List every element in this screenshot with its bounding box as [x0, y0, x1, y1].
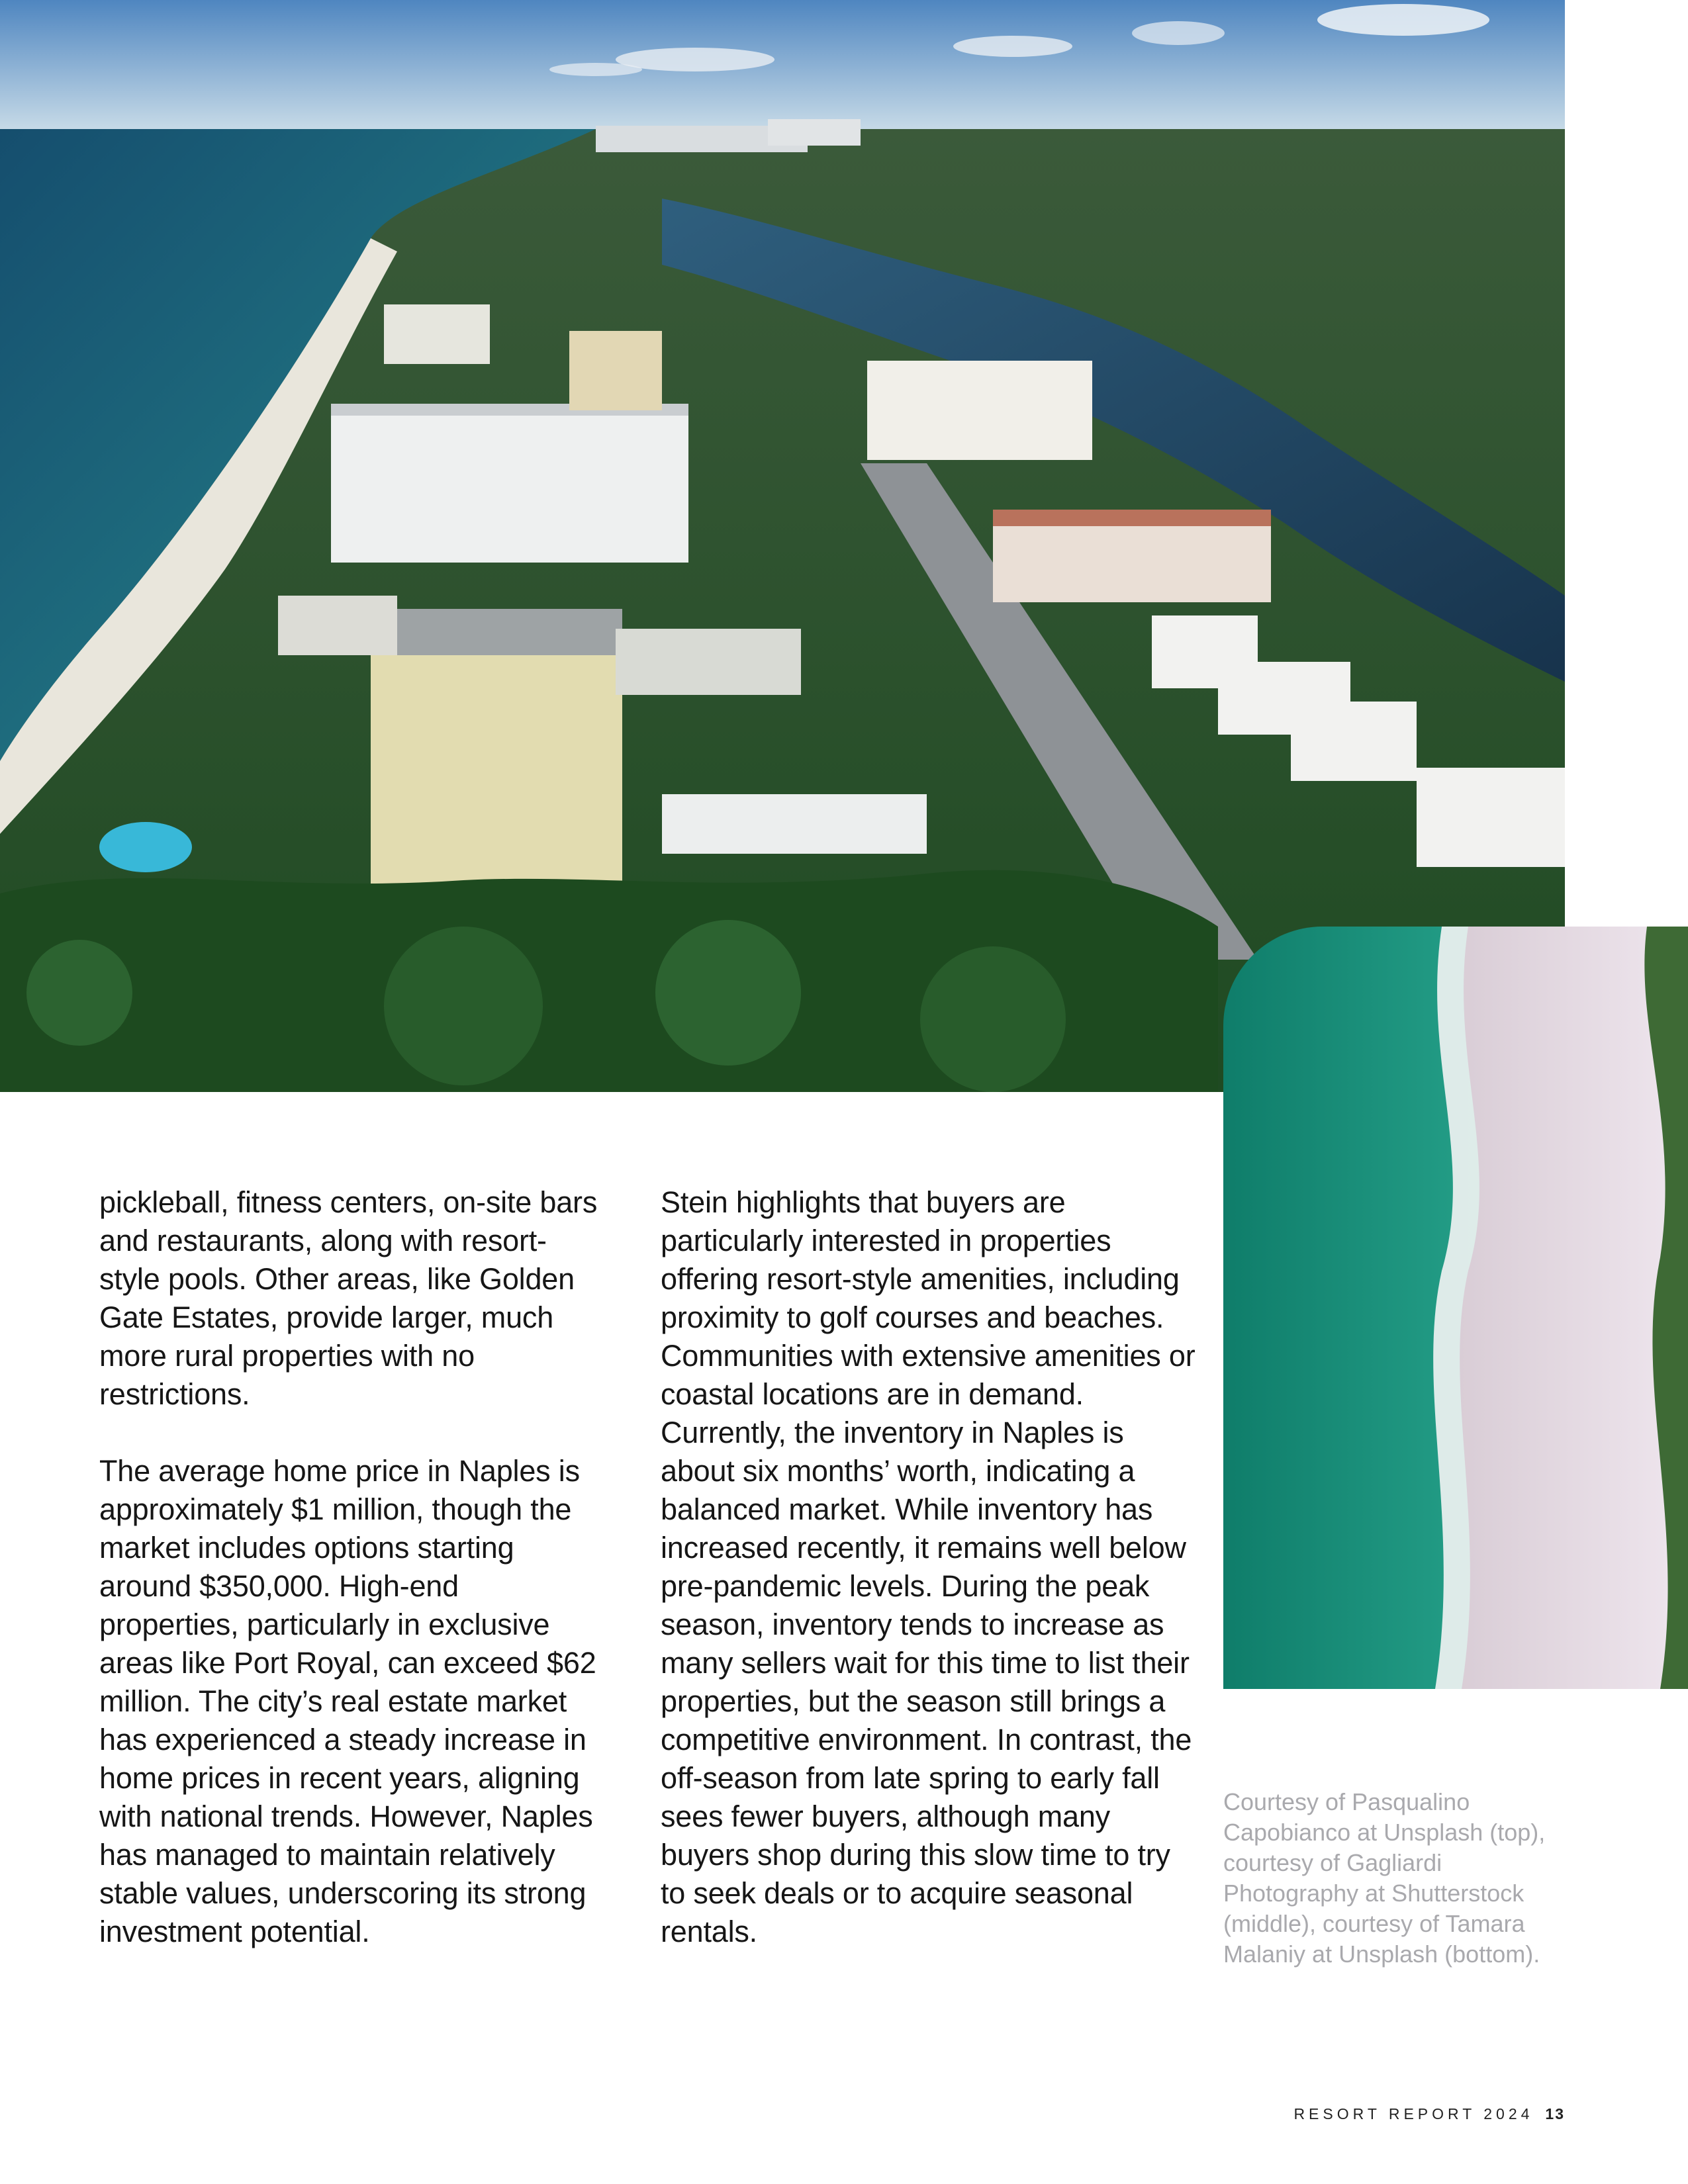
article-column-left: [99, 1183, 602, 1989]
article-paragraph: Stein highlights that buyers are particularly interested in properties offering resort-style amenities, including proximity to golf courses and beaches. Communities with extensive amenities or coastal locations are in demand. Currently, the inventory in Naples is about six months’ worth, indicating a balanced market. While inventory has increased recently, it remains well below pre-pandemic levels. During the peak season, inventory tends to increase as many sellers wait for this time to list their properties, but the season still brings a competitive environment. In contrast, the off-season from late spring to early fall sees fewer buyers, although many buyers shop during this slow time to try to seek deals or to acquire seasonal rentals.: [661, 1185, 1196, 1948]
article-paragraph: The average home price in Naples is approximately $1 million, though the market includes options starting around $350,000. High-end properties, particularly in exclusive areas like Port Royal, can exceed $62 million. The city’s real estate market has experienced a steady increase in home prices in recent years, aligning with national trends. However, Naples has managed to maintain relatively stable values, underscoring its strong investment potential.: [99, 1454, 596, 1948]
beach-shoreline-illustration: [1223, 927, 1688, 1689]
photo-credits-caption: Courtesy of Pasqualino Capobianco at Unsplash (top), courtesy of Gagliardi Photography at Shutterstock (middle), courtesy of Tamara Malaniy at Unsplash (bottom).: [1223, 1788, 1546, 1968]
beach-shoreline-photo: [1223, 927, 1688, 1689]
article-column-right: [661, 1183, 1197, 1989]
publication-name: RESORT REPORT 2024: [1293, 2105, 1534, 2122]
article-paragraph: pickleball, fitness centers, on-site bars and restaurants, along with resort-style pools. Other areas, like Golden Gate Estates, provide larger, much more rural properties with no restrictions.: [99, 1185, 598, 1411]
page-footer: [1231, 2105, 1565, 2123]
page-number: 13: [1545, 2105, 1565, 2122]
